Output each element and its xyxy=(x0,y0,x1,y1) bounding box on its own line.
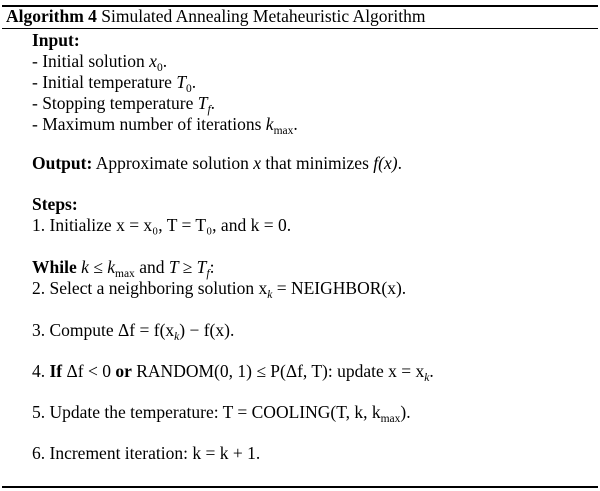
step-4: 4. If Δf < 0 or RANDOM(0, 1) ≤ P(Δf, T): update $x = x_k$. xyxy=(32,361,434,384)
input-item: - Maximum number of iterations $k_{max}$. xyxy=(32,114,298,137)
if-keyword: If xyxy=(49,361,63,381)
while-line: While $k \le k_{max}$ and $T \ge T_f$: xyxy=(32,257,215,280)
step-1: 1. Initialize x = x₀, T = T₀, and k = 0. xyxy=(32,215,292,235)
algorithm-label: Algorithm 4 xyxy=(6,6,97,26)
step-2: 2. Select a neighboring solution $x_k$ = NEIGHBOR(x). xyxy=(32,278,407,301)
caption-rule xyxy=(2,28,598,29)
input-heading: Input: xyxy=(32,30,80,50)
algorithm-caption xyxy=(6,6,425,26)
steps-heading: Steps: xyxy=(32,194,78,214)
output-heading: Output: xyxy=(32,153,93,173)
or-keyword: or xyxy=(115,361,132,381)
step-6: 6. Increment iteration: k = k + 1. xyxy=(32,443,261,463)
while-keyword: While xyxy=(32,257,77,277)
step-3: 3. Compute $\Delta f = f(x_k) - f(x)$. xyxy=(32,320,235,343)
output-line: Output: Approximate solution x that minimizes f(x). xyxy=(32,153,402,173)
input-item: - Initial temperature $T_0$. xyxy=(32,72,197,95)
bottom-rule xyxy=(2,486,598,488)
step-5: 5. Update the temperature: T = COOLING(T, k, $k_{max}$). xyxy=(32,402,411,425)
input-item: - Stopping temperature $T_f$. xyxy=(32,93,216,116)
algorithm-title: Simulated Annealing Metaheuristic Algorithm xyxy=(101,6,426,26)
input-item: - Initial solution $x_0$. xyxy=(32,51,168,74)
